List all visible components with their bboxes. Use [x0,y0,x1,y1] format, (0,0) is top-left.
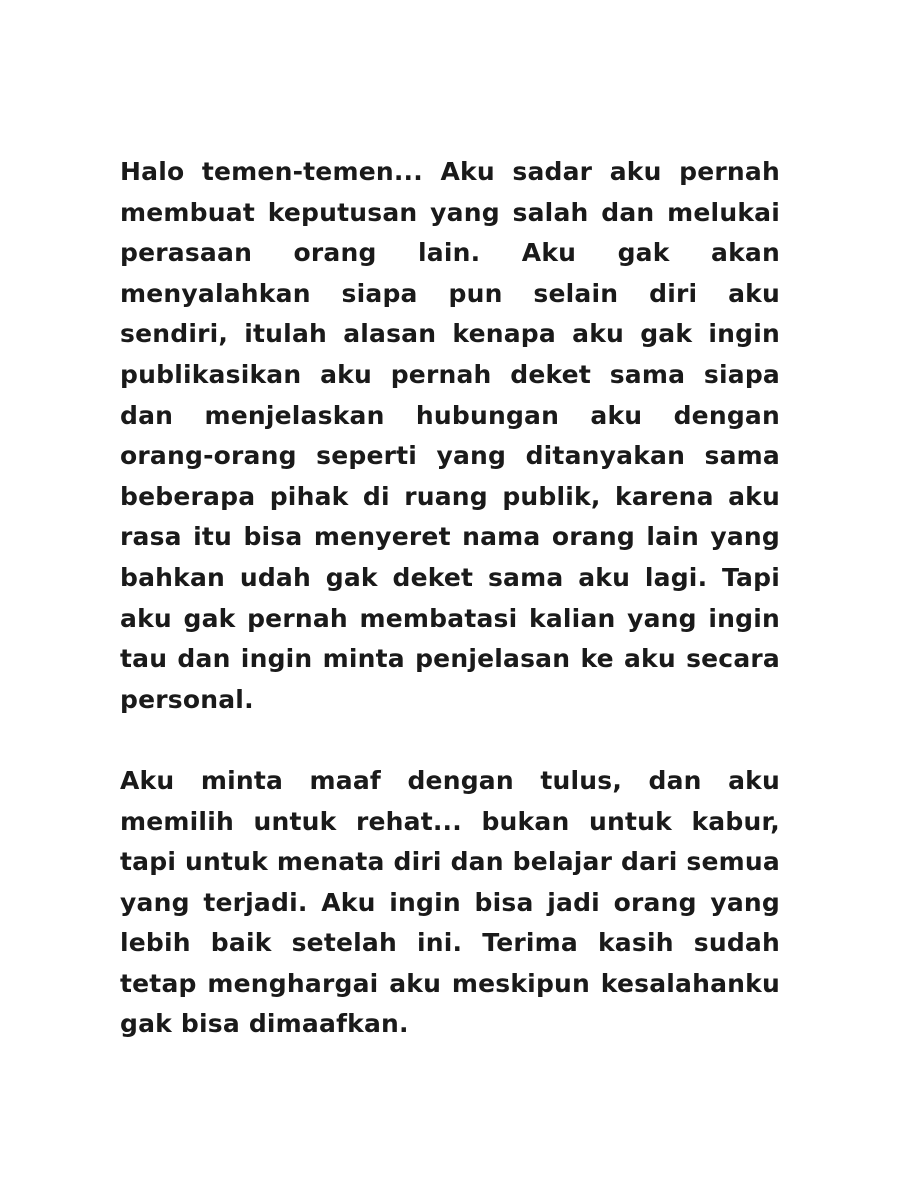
paragraph-2: Aku minta maaf dengan tulus, dan aku memilih untuk rehat... bukan untuk kabur, tapi untuk menata diri dan belajar dari semua yang terjadi. Aku ingin bisa jadi orang yang lebih baik setelah ini. Terima kasih sudah tetap menghargai aku meskipun kesalahanku gak bisa dimaafkan. [120,765,780,1039]
paragraph-1: Halo temen-temen... Aku sadar aku pernah membuat keputusan yang salah dan melukai perasaan orang lain. Aku gak akan menyalahkan siapa pun selain diri aku sendiri, itulah alasan kenapa aku gak ingin publikasikan aku pernah deket sama siapa dan menjelaskan hubungan aku dengan orang-orang seperti yang ditanyakan sama beberapa pihak di ruang publik, karena aku rasa itu bisa menyeret nama orang lain yang bahkan udah gak deket sama aku lagi. Tapi aku gak pernah membatasi kalian yang ingin tau dan ingin minta penjelasan ke aku secara personal. [120,157,780,714]
statement-text [120,152,780,1045]
